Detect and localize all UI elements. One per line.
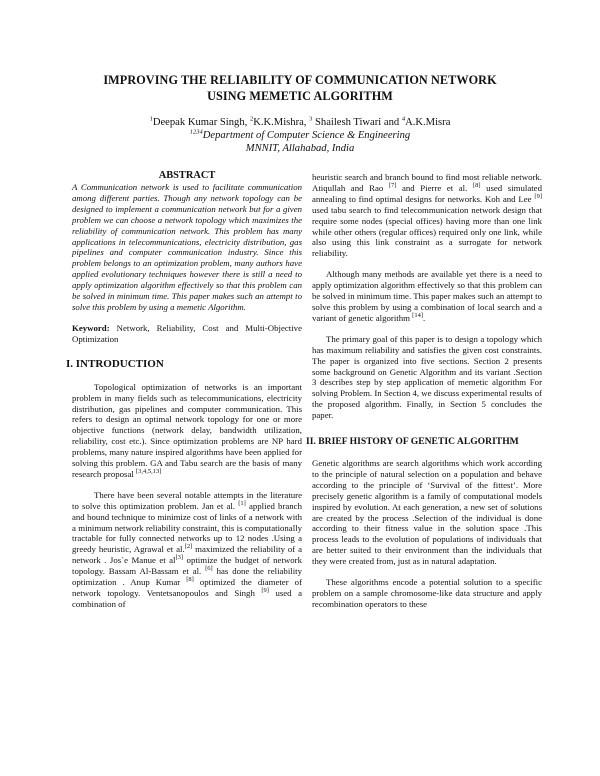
author-4-name: A.K.Misra (405, 117, 451, 128)
intro-paragraph-5: The primary goal of this paper is to design a topology which has maximum reliability and satisfies the given cost constraints. The paper is organized into five sections. Section 2 presents some background on Genetic Algorithm and its variant .Section 3 describes step by step application of memetic algorithm For solving Problem. In Section 4, we discuss experimental results of the proposed algorithm. Finally, in Section 5 concludes the paper. (312, 333, 542, 421)
author-4-number: 4 (401, 115, 406, 123)
intro-paragraph-4-text: Although many methods are available yet there is a need to apply optimization algorithm effectively so that this problem can be solved in minimum time. This paper makes such an attempt to solve this problem by using a combination of local search and a variant of genetic algorithm (312, 269, 542, 323)
text-run: There have been several notable attempts in the literature to solve this optimization problem. Jan et al. (72, 489, 302, 511)
text-run: used a combination of (72, 588, 302, 609)
right-column (306, 172, 542, 620)
intro-paragraph-4 (312, 269, 542, 324)
text-run: applied branch and bound technique to minimize cost of links of a network with a minimum network reliability constraint, this is computationally tractable for fully connected networks up to 12 nodes .Using a greedy heuristic, Agrawal et al. (72, 500, 302, 555)
section-2-heading: II. BRIEF HISTORY OF GENETIC ALGORITHM (306, 436, 519, 448)
author-3-name: Shailesh Tiwari and (312, 117, 402, 128)
citation: [8] (472, 181, 481, 189)
intro-paragraph-1 (72, 382, 302, 480)
text-run: optimize the budget of network topology. Bassam Al-Bassam et al. (72, 555, 302, 577)
citation: [1] (238, 499, 246, 507)
title-line-2: USING MEMETIC ALGORITHM (207, 89, 393, 103)
text-run: . (423, 312, 426, 323)
author-list (60, 116, 540, 129)
author-1-name: Deepak Kumar Singh, (152, 117, 248, 128)
author-2-name: K.K.Mishra, (253, 117, 307, 128)
paper-title (60, 72, 540, 104)
citation: [2] (184, 543, 193, 551)
left-column (66, 170, 302, 620)
introduction-heading: I. INTRODUCTION (66, 357, 164, 370)
text-run: heuristic search and branch bound to find most reliable network. Atiqullah and Rao (312, 172, 542, 193)
citation: [3] (175, 554, 184, 562)
text-run: optimized the diameter of network topology. Ventetsanopoulos and Singh (72, 577, 302, 598)
keywords-text: Network, Reliability, Cost and Multi-Objective Optimization (72, 322, 302, 344)
affiliation-institution: MNNIT, Allahabad, India (245, 143, 355, 154)
citation: [9] (261, 587, 269, 595)
citation: [8] (186, 576, 194, 584)
title-line-1: IMPROVING THE RELIABILITY OF COMMUNICATION NETWORK (103, 73, 497, 87)
text-run: used simulated annealing to find optimal designs for networks. Koh and Lee (312, 182, 542, 204)
intro-paragraph-2 (72, 490, 302, 610)
affiliation-number: 1234 (189, 128, 203, 136)
citation: [14] (412, 311, 423, 319)
author-2-number: 2 (249, 115, 254, 123)
intro-paragraph-1-text: Topological optimization of networks is an important problem in many fields such as telecommunications, electricity distribution, gas pipelines and computer communication. This refers to design an optimal network topology for one or more objective functions (network delay, bandwidth utilization, reliability, cost etc.). Since optimization problems are NP hard problems, many nature inspired algorithms have been applied for solving this problem. GA and Tabu search are the basis of many research proposal (72, 381, 302, 479)
affiliation (60, 129, 540, 155)
affiliation-department: Department of Computer Science & Engineering (202, 130, 411, 141)
author-3-number: 3 (309, 115, 313, 123)
author-1-number: 1 (149, 115, 153, 123)
citation: [7] (388, 181, 397, 189)
abstract-heading: ABSTRACT (158, 170, 216, 181)
intro-paragraph-3 (312, 172, 542, 259)
section-2-paragraph-2: These algorithms encode a potential solution to a specific problem on a sample chromosome-like data structure and apply recombination operators to these (312, 577, 542, 609)
citation: [3,4,5,13] (136, 468, 162, 476)
text-run: used tabu search to find telecommunication network design that require some nodes (special offices) having more than one link while other others (regular offices) required only one link, while also using this link constraint as a surrogate for network reliability. (312, 204, 542, 259)
citation: [6] (205, 565, 213, 573)
text-run: and Pierre et al. (396, 182, 473, 193)
keywords (72, 323, 302, 345)
citation: [9] (534, 192, 542, 200)
text-run: has done the reliability optimization . Anup Kumar (72, 566, 302, 588)
keywords-label: Keyword: (72, 322, 110, 333)
section-2-paragraph-1: Genetic algorithms are search algorithms which work according to the principle of natural selection on a population and behave according to the principle of ‘Survival of the fittest’. More precisely genetic algorithm is a family of computational models inspired by evolution. At each generation, a new set of solutions are created by the process .Selection of the individual is done according to their fitness value in the solution space .This process leads to the evolution of populations of individuals that are better suited to their environment than the individuals that they were created from, just as in natural adaptation. (312, 458, 542, 567)
abstract-text: A Communication network is used to facilitate communication among different parties. Though any network topology can be designed to implement a communication network but for a given problem we can choose a network topology which maximizes the reliability of communication network. This problem has many applications in telecommunications, electricity distribution, gas pipelines and computer communication industry. Since this problem belongs to an optimization problem, many authors have applied evolutionary techniques however there is still a need to apply optimization algorithm effectively so that this problem can be solved in minimum time. This paper makes such an attempt to solve this problem by using a memetic Algorithm. (72, 182, 302, 312)
text-run: maximized the reliability of a network . Jos`e Manue et al (72, 544, 302, 566)
